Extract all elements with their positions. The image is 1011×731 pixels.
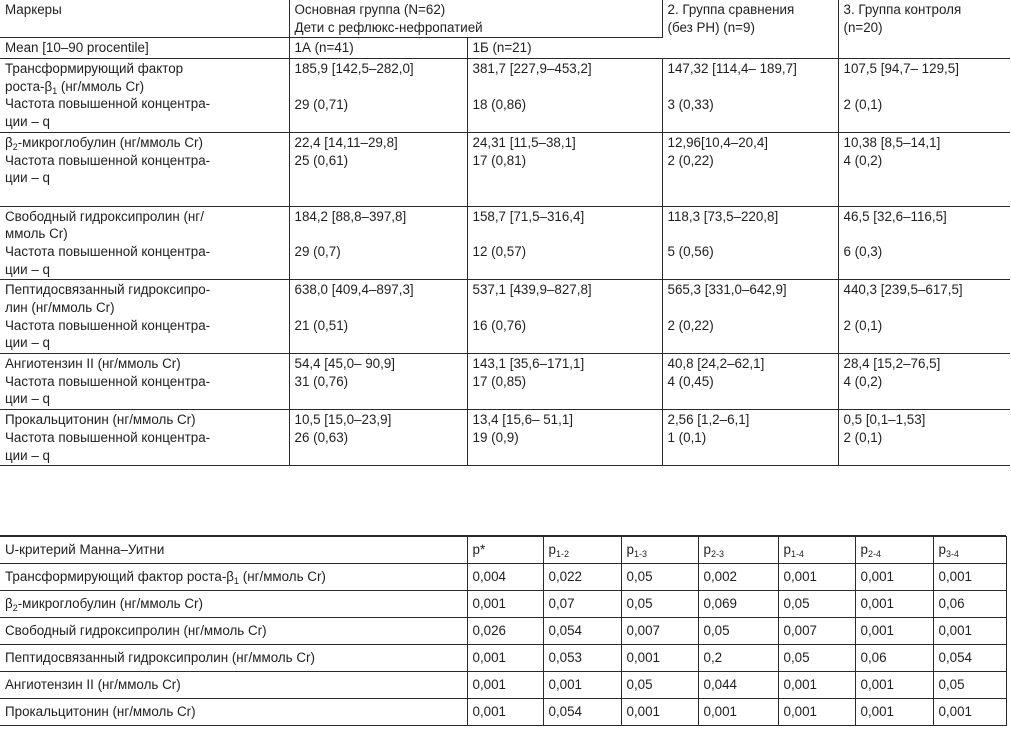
value-group3: 440,3 [239,5–617,5] 2 (0,1) bbox=[838, 280, 1010, 354]
p-header: $p_{2-3}$ bbox=[698, 537, 778, 564]
marker-row bbox=[0, 132, 1010, 206]
p-value: 0,001 bbox=[933, 618, 1006, 645]
p-header: $p_{1-4}$ bbox=[778, 537, 855, 564]
p-value: 0,053 bbox=[543, 645, 621, 672]
p-value: 0,2 bbox=[698, 645, 778, 672]
marker-row bbox=[0, 410, 1010, 466]
p-value: 0,001 bbox=[855, 564, 933, 591]
utest-marker-name: Ангиотензин II (нг/ммоль Cr) bbox=[0, 672, 467, 699]
value-1b: 13,4 [15,6– 51,1] 19 (0,9) bbox=[467, 410, 662, 466]
marker-row bbox=[0, 280, 1010, 354]
p-value: 0,002 bbox=[698, 564, 778, 591]
p-header: $p_{1-3}$ bbox=[621, 537, 698, 564]
p-value: 0,054 bbox=[543, 618, 621, 645]
value-group3: 0,5 [0,1–1,53] 2 (0,1) bbox=[838, 410, 1010, 466]
value-group3: 10,38 [8,5–14,1] 4 (0,2) bbox=[838, 132, 1010, 206]
marker-name: Пептидосвязанный гидроксипро- лин (нг/ммоль Cr) Частота повышенной концентра- ции – q bbox=[0, 280, 289, 354]
marker-name: Трансформирующий фактор роста-$\beta_1$ (нг/ммоль Cr) Частота повышенной концентра- ции – q bbox=[0, 59, 289, 133]
p-value: 0,069 bbox=[698, 591, 778, 618]
marker-row bbox=[0, 59, 1010, 133]
value-group2: 118,3 [73,5–220,8] 5 (0,56) bbox=[662, 206, 838, 280]
p-header: $p_{3-4}$ bbox=[933, 537, 1006, 564]
p-value: 0,05 bbox=[778, 591, 855, 618]
group3-header: 3. Группа контроля (n=20) bbox=[838, 0, 1010, 59]
utest-marker-name: $\beta_2$-микроглобулин (нг/ммоль Cr) bbox=[0, 591, 467, 618]
utest-marker-name: Прокальцитонин (нг/ммоль Cr) bbox=[0, 699, 467, 726]
utest-row bbox=[0, 645, 1006, 672]
value-group3: 107,5 [94,7– 129,5] 2 (0,1) bbox=[838, 59, 1010, 133]
value-1a: 184,2 [88,8–397,8] 29 (0,7) bbox=[289, 206, 467, 280]
value-group2: 12,96[10,4–20,4] 2 (0,22) bbox=[662, 132, 838, 206]
value-1b: 381,7 [227,9–453,2] 18 (0,86) bbox=[467, 59, 662, 133]
header-row bbox=[0, 0, 1010, 38]
p-value: 0,001 bbox=[467, 699, 543, 726]
marker-name: $\beta_2$-микроглобулин (нг/ммоль Cr) Частота повышенной концентра- ции – q bbox=[0, 132, 289, 206]
value-1a: 22,4 [14,11–29,8] 25 (0,61) bbox=[289, 132, 467, 206]
value-1a: 185,9 [142,5–282,0] 29 (0,71) bbox=[289, 59, 467, 133]
marker-row bbox=[0, 206, 1010, 280]
p-value: 0,044 bbox=[698, 672, 778, 699]
subgroup-1b: 1Б (n=21) bbox=[467, 38, 662, 59]
p-value: 0,054 bbox=[543, 699, 621, 726]
utest-header-row bbox=[0, 537, 1006, 564]
value-1a: 638,0 [409,4–897,3] 21 (0,51) bbox=[289, 280, 467, 354]
value-1a: 54,4 [45,0– 90,9] 31 (0,76) bbox=[289, 354, 467, 410]
utest-row bbox=[0, 672, 1006, 699]
value-group2: 40,8 [24,2–62,1] 4 (0,45) bbox=[662, 354, 838, 410]
utest-row bbox=[0, 699, 1006, 726]
mean-label: Mean [10–90 procentile] bbox=[0, 38, 289, 59]
p-value: 0,001 bbox=[621, 699, 698, 726]
p-value: 0,07 bbox=[543, 591, 621, 618]
p-value: 0,001 bbox=[467, 591, 543, 618]
group2-header: 2. Группа сравнения (без РН) (n=9) bbox=[662, 0, 838, 59]
p-value: 0,05 bbox=[933, 672, 1006, 699]
utest-marker-name: Свободный гидроксипролин (нг/ммоль Cr) bbox=[0, 618, 467, 645]
marker-name: Ангиотензин II (нг/ммоль Cr) Частота повышенной концентра- ции – q bbox=[0, 354, 289, 410]
utest-row bbox=[0, 618, 1006, 645]
utest-table bbox=[0, 536, 1007, 726]
value-1b: 158,7 [71,5–316,4] 12 (0,57) bbox=[467, 206, 662, 280]
p-header: $p_{1-2}$ bbox=[543, 537, 621, 564]
utest-row bbox=[0, 591, 1006, 618]
value-1b: 537,1 [439,9–827,8] 16 (0,76) bbox=[467, 280, 662, 354]
p-value: 0,001 bbox=[467, 672, 543, 699]
p-value: 0,001 bbox=[933, 564, 1006, 591]
p-value: 0,001 bbox=[778, 672, 855, 699]
value-1b: 143,1 [35,6–171,1] 17 (0,85) bbox=[467, 354, 662, 410]
p-value: 0,022 bbox=[543, 564, 621, 591]
p-value: 0,001 bbox=[698, 699, 778, 726]
p-value: 0,05 bbox=[621, 591, 698, 618]
p-value: 0,05 bbox=[698, 618, 778, 645]
p-value: 0,001 bbox=[933, 699, 1006, 726]
p-header: $p_{2-4}$ bbox=[855, 537, 933, 564]
p-value: 0,001 bbox=[855, 699, 933, 726]
marker-name: Прокальцитонин (нг/ммоль Cr) Частота повышенной концентра- ции – q bbox=[0, 410, 289, 466]
p-value: 0,001 bbox=[778, 699, 855, 726]
utest-marker-name: Пептидосвязанный гидроксипролин (нг/ммоль Cr) bbox=[0, 645, 467, 672]
value-group2: 565,3 [331,0–642,9] 2 (0,22) bbox=[662, 280, 838, 354]
p-value: 0,05 bbox=[621, 564, 698, 591]
p-value: 0,05 bbox=[778, 645, 855, 672]
p-value: 0,001 bbox=[855, 618, 933, 645]
p-value: 0,026 bbox=[467, 618, 543, 645]
marker-name: Свободный гидроксипролин (нг/ ммоль Cr) Частота повышенной концентра- ции – q bbox=[0, 206, 289, 280]
p-value: 0,004 bbox=[467, 564, 543, 591]
main-group-header: Основная группа (N=62) Дети с рефлюкс-нефропатией bbox=[289, 0, 662, 38]
p-value: 0,001 bbox=[543, 672, 621, 699]
value-1a: 10,5 [15,0–23,9] 26 (0,63) bbox=[289, 410, 467, 466]
value-group2: 2,56 [1,2–6,1] 1 (0,1) bbox=[662, 410, 838, 466]
p-value: 0,001 bbox=[467, 645, 543, 672]
p-value: 0,001 bbox=[855, 672, 933, 699]
utest-title: U-критерий Манна–Уитни bbox=[0, 537, 467, 564]
p-value: 0,06 bbox=[855, 645, 933, 672]
value-1b: 24,31 [11,5–38,1] 17 (0,81) bbox=[467, 132, 662, 206]
p-value: 0,05 bbox=[621, 672, 698, 699]
p-value: 0,007 bbox=[621, 618, 698, 645]
markers-header: Маркеры bbox=[0, 0, 289, 38]
p-value: 0,001 bbox=[778, 564, 855, 591]
p-star-header: p* bbox=[467, 537, 543, 564]
p-value: 0,001 bbox=[855, 591, 933, 618]
value-group3: 28,4 [15,2–76,5] 4 (0,2) bbox=[838, 354, 1010, 410]
p-value: 0,06 bbox=[933, 591, 1006, 618]
utest-marker-name: Трансформирующий фактор роста-$\beta_1$ (нг/ммоль Cr) bbox=[0, 564, 467, 591]
p-value: 0,054 bbox=[933, 645, 1006, 672]
marker-row bbox=[0, 354, 1010, 410]
p-value: 0,007 bbox=[778, 618, 855, 645]
subgroup-1a: 1А (n=41) bbox=[289, 38, 467, 59]
p-value: 0,001 bbox=[621, 645, 698, 672]
value-group2: 147,32 [114,4– 189,7] 3 (0,33) bbox=[662, 59, 838, 133]
utest-row bbox=[0, 564, 1006, 591]
value-group3: 46,5 [32,6–116,5] 6 (0,3) bbox=[838, 206, 1010, 280]
